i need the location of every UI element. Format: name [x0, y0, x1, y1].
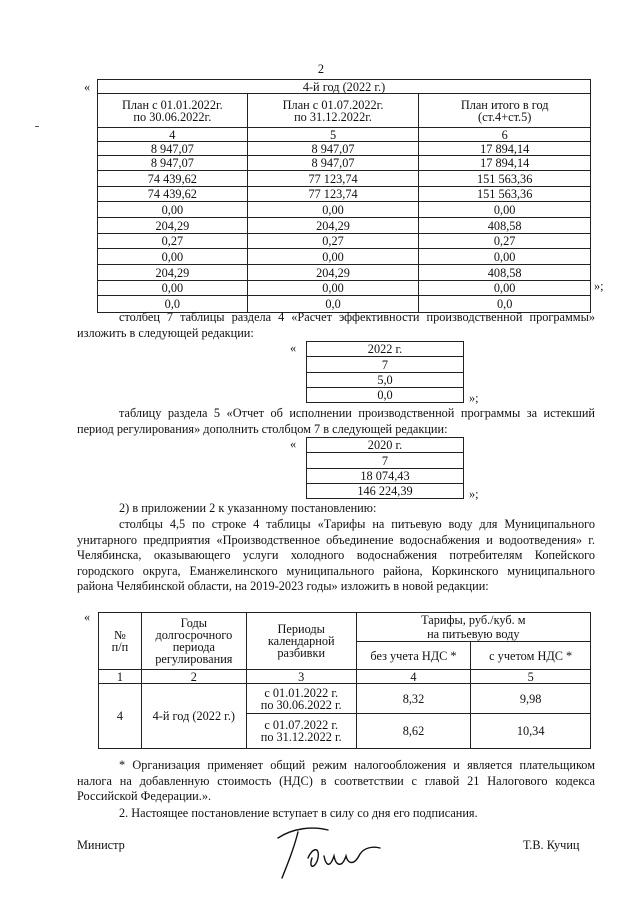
table1-open-quote: «	[84, 80, 91, 94]
table1-cell: 0,00	[419, 281, 591, 296]
table1-header-4: План с 01.01.2022г. по 30.06.2022г.	[98, 94, 248, 128]
signature-image	[268, 818, 388, 884]
table1-cell: 0,00	[98, 202, 248, 218]
signer-title: Министр	[77, 838, 125, 852]
table2-cell: 5,0	[307, 373, 464, 388]
table3-cell: 18 074,43	[307, 469, 464, 484]
table1-cell: 408,58	[419, 265, 591, 281]
table1-cell: 0,27	[98, 234, 248, 249]
table2-cell: 2022 г.	[307, 342, 464, 357]
table1-cell: 204,29	[247, 265, 419, 281]
page-number: 2	[317, 62, 325, 76]
table4-header-water: на питьевую воду	[356, 628, 590, 642]
table1-cell: 408,58	[419, 218, 591, 234]
table3-open-quote: «	[290, 437, 297, 451]
table1-cell: 77 123,74	[247, 187, 419, 202]
table1-cell: 74 439,62	[98, 187, 248, 202]
table4-period: с 01.07.2022 г. по 31.12.2022 г.	[246, 714, 356, 749]
table1-cell: 8 947,07	[98, 142, 248, 156]
table1-colnum: 4	[98, 128, 248, 142]
table1-caption: 4-й год (2022 г.)	[98, 80, 591, 94]
table1-cell: 74 439,62	[98, 171, 248, 187]
table3-cell: 2020 г.	[307, 438, 464, 453]
table1-cell: 204,29	[247, 218, 419, 234]
table1-cell: 0,00	[98, 249, 248, 265]
paragraph-section4: столбец 7 таблицы раздела 4 «Расчет эффективности производственной программы» изложить в следующей редакции:	[77, 310, 595, 340]
table1-close-quote: »;	[594, 279, 604, 293]
table2-open-quote: «	[290, 341, 297, 355]
table3-cell: 146 224,39	[307, 484, 464, 499]
table4-header-tariffs: Тарифы, руб./куб. м	[356, 613, 590, 628]
table4-tariff-no-vat: 8,32	[356, 684, 471, 714]
table4-colnum: 2	[141, 670, 246, 684]
table4-header-periods: Периоды календарной разбивки	[246, 613, 356, 670]
table1-header-5: План с 01.07.2022г. по 31.12.2022г.	[247, 94, 419, 128]
table2-cell: 0,0	[307, 388, 464, 403]
table3	[306, 437, 464, 499]
table1-cell: 151 563,36	[419, 187, 591, 202]
footnote: * Организация применяет общий режим налогообложения и является плательщиком налога на добавленную стоимость (НДС) в соответствии с главой 21 Налогового кодекса Российской Федерации.».	[77, 758, 595, 803]
stray-mark	[35, 126, 39, 127]
table1-cell: 0,00	[247, 249, 419, 265]
table1-cell: 0,27	[247, 234, 419, 249]
table4-tariff-vat: 10,34	[471, 714, 591, 749]
table4-colnum: 3	[246, 670, 356, 684]
paragraph-tariffs: столбцы 4,5 по строке 4 таблицы «Тарифы на питьевую воду для Муниципального унитарного предприятия «Производственное объединение водоснабжения и водоотведения» г. Челябинска, оказывающего услуги холодного водоснабжения потребителям Копейского городского округа, Еманжелинского муниципального района, Коркинского муниципального района Челябинской области, на 2019-2023 годы» изложить в новой редакции:	[77, 517, 595, 593]
table4-period: с 01.01.2022 г. по 30.06.2022 г.	[246, 684, 356, 714]
table1-cell: 8 947,07	[247, 156, 419, 171]
paragraph-section5: таблицу раздела 5 «Отчет об исполнении производственной программы за истекший период регулирования» дополнить столбцом 7 в следующей редакции:	[77, 406, 595, 436]
table1-cell: 151 563,36	[419, 171, 591, 187]
table1-cell: 0,00	[98, 281, 248, 296]
paragraph-appendix2: 2) в приложении 2 к указанному постановлению:	[119, 501, 377, 515]
table4	[98, 612, 591, 749]
table4-header-vat: с учетом НДС *	[471, 642, 591, 670]
signer-name: Т.В. Кучиц	[523, 838, 580, 852]
table1	[97, 79, 591, 313]
table4-header-years: Годы долгосрочного периода регулирования	[141, 613, 246, 670]
table1-cell: 8 947,07	[98, 156, 248, 171]
table1-cell: 0,00	[247, 202, 419, 218]
table2-close-quote: »;	[469, 391, 479, 405]
table4-tariff-no-vat: 8,62	[356, 714, 471, 749]
table4-header-no-vat: без учета НДС *	[356, 642, 471, 670]
table4-row-year: 4-й год (2022 г.)	[141, 684, 246, 749]
table4-colnum: 5	[471, 670, 591, 684]
table1-colnum: 6	[419, 128, 591, 142]
table3-cell: 7	[307, 453, 464, 469]
paragraph-effective: 2. Настоящее постановление вступает в силу со дня его подписания.	[119, 806, 478, 820]
table1-cell: 0,0	[247, 296, 419, 313]
table3-close-quote: »;	[469, 487, 479, 501]
table4-header-num: № п/п	[99, 613, 142, 670]
table1-cell: 204,29	[98, 218, 248, 234]
table1-header-6: План итого в год (ст.4+ст.5)	[419, 94, 591, 128]
table2	[306, 341, 464, 403]
table1-cell: 17 894,14	[419, 142, 591, 156]
table1-cell: 0,27	[419, 234, 591, 249]
table1-colnum: 5	[247, 128, 419, 142]
table1-cell: 77 123,74	[247, 171, 419, 187]
table4-colnum: 1	[99, 670, 142, 684]
table4-colnum: 4	[356, 670, 471, 684]
table1-cell: 0,0	[98, 296, 248, 313]
table1-cell: 17 894,14	[419, 156, 591, 171]
table1-cell: 0,00	[419, 249, 591, 265]
table1-cell: 0,0	[419, 296, 591, 313]
table1-cell: 8 947,07	[247, 142, 419, 156]
table1-cell: 0,00	[419, 202, 591, 218]
table2-cell: 7	[307, 357, 464, 373]
table1-cell: 204,29	[98, 265, 248, 281]
table4-row-num: 4	[99, 684, 142, 749]
table4-open-quote: «	[84, 610, 91, 624]
table4-tariff-vat: 9,98	[471, 684, 591, 714]
table1-cell: 0,00	[247, 281, 419, 296]
